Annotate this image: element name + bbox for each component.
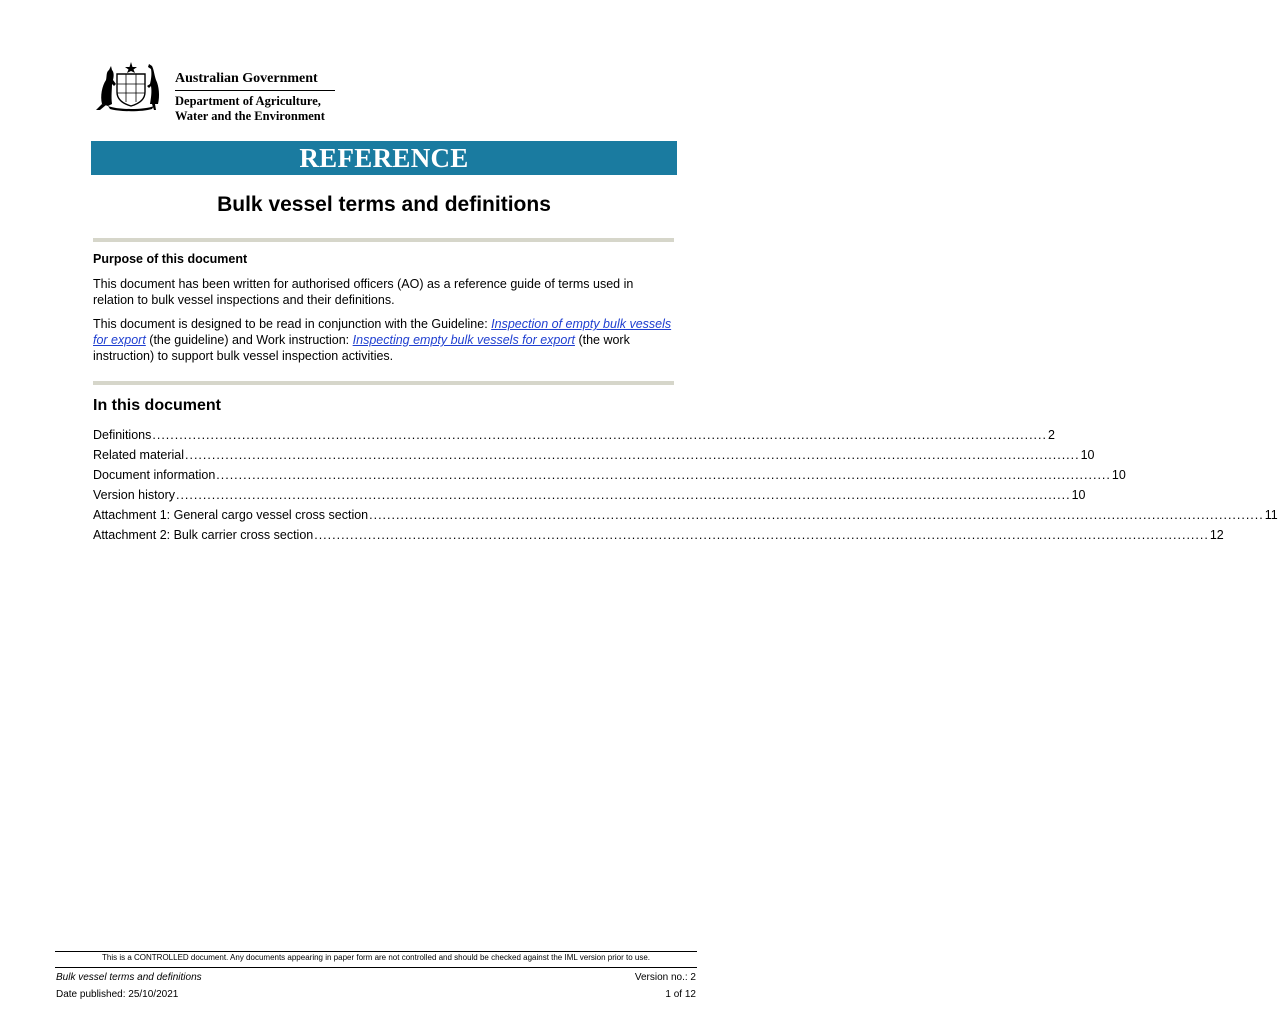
toc-entry-page: 10 <box>1111 468 1126 482</box>
purpose-paragraph-2 <box>93 316 673 364</box>
toc-leader: ........................................................................................................................................................................................................ <box>175 488 1071 502</box>
toc-entry[interactable] <box>93 485 1086 505</box>
paragraph-text: (the guideline) and Work instruction: <box>145 333 353 347</box>
footer-version: Version no.: 2 <box>634 972 696 983</box>
toc-entry[interactable] <box>93 505 1278 525</box>
footer-divider <box>55 967 697 968</box>
section-divider <box>93 238 674 242</box>
toc-leader: ........................................................................................................................................................................................................ <box>216 468 1111 482</box>
toc-entry-page: 11 <box>1264 508 1278 522</box>
toc-entry-label: Attachment 1: General cargo vessel cross section <box>93 508 369 522</box>
section-divider <box>93 381 674 385</box>
footer-divider <box>55 951 697 952</box>
paragraph-text: This document is designed to be read in conjunction with the Guideline: <box>93 317 492 331</box>
footer-document-title: Bulk vessel terms and definitions <box>56 972 202 983</box>
work-instruction-link[interactable]: Inspecting empty bulk vessels for export <box>352 333 575 347</box>
toc-leader: ........................................................................................................................................................................................................ <box>314 528 1209 542</box>
toc-entry-page: 12 <box>1209 528 1224 542</box>
toc-entry[interactable] <box>93 465 1126 485</box>
document-type-label: REFERENCE <box>299 142 469 173</box>
toc-leader: ........................................................................................................................................................................................................ <box>185 448 1080 462</box>
guideline-link[interactable]: Inspection of empty bulk vessels for export <box>93 317 672 347</box>
department-line-2: Water and the Environment <box>175 108 325 123</box>
toc-entry-label: Version history <box>93 488 175 502</box>
toc-entry-page: 2 <box>1047 428 1055 442</box>
toc-entry-page: 10 <box>1071 488 1086 502</box>
toc-entry-label: Related material <box>93 448 185 462</box>
purpose-heading: Purpose of this document <box>93 252 248 266</box>
footer-date-published: Date published: 25/10/2021 <box>56 989 179 1000</box>
toc-entry-label: Attachment 2: Bulk carrier cross section <box>93 528 314 542</box>
toc-entry-label: Document information <box>93 468 216 482</box>
government-name: Australian Government <box>175 71 318 86</box>
purpose-paragraph-1: This document has been written for authorised officers (AO) as a reference guide of terms used in relation to bulk vessel inspections and their definitions. <box>93 277 634 307</box>
toc-entry[interactable] <box>93 525 1224 545</box>
toc-entry-page: 10 <box>1080 448 1095 462</box>
paragraph-text: (the work instruction) to support bulk vessel inspection activities. <box>93 333 630 363</box>
toc-leader: ........................................................................................................................................................................................................ <box>369 508 1264 522</box>
department-line-1: Department of Agriculture, <box>175 94 321 108</box>
toc-entry-label: Definitions <box>93 428 152 442</box>
toc-entry[interactable] <box>93 425 1055 445</box>
government-header <box>94 60 354 123</box>
controlled-document-notice: This is a CONTROLLED document. Any documents appearing in paper form are not controlled and should be checked against the IML version prior to use. <box>102 953 650 962</box>
coat-of-arms-icon <box>94 60 168 112</box>
document-title: Bulk vessel terms and definitions <box>217 193 551 216</box>
toc-entry[interactable] <box>93 445 1095 465</box>
toc-heading: In this document <box>93 397 221 414</box>
header-divider <box>175 90 335 91</box>
department-name <box>175 94 325 123</box>
document-type-banner <box>91 141 677 175</box>
table-of-contents <box>93 425 1278 545</box>
toc-leader: ........................................................................................................................................................................................................ <box>152 428 1047 442</box>
footer-page-number: 1 of 12 <box>665 989 696 1000</box>
